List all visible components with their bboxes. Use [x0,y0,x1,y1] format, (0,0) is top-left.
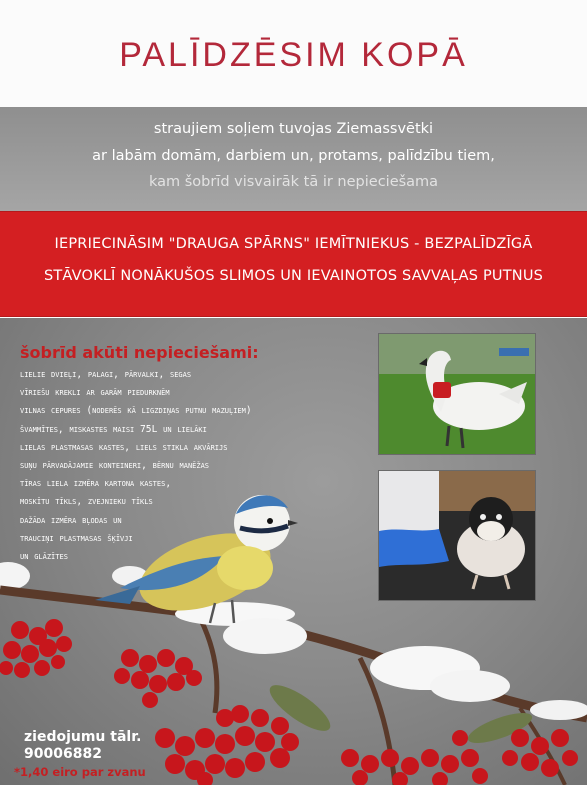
call-price-note: *1,40 eiro par zvanu [14,765,146,779]
list-item: švammītes, miskastes maisi 75L un lielāki [20,423,207,435]
swan-photo [378,333,536,455]
page-title: PALĪDZĒSIM KOPĀ [119,36,468,74]
donation-label: ziedojumu tālr. [24,729,142,745]
list-item: trauciņi plastmasas šķīvji [20,532,133,544]
intro-line-1: straujiem soļiem tuvojas Ziemassvētki [153,121,434,137]
header [0,0,587,107]
list-item: lielie dvieļi, palagi, pārvalki, segas [20,369,192,380]
intro-line-3: kam šobrīd visvairāk tā ir nepieciešama [148,174,439,190]
list-item: suņu pārvadājamie konteineri, bērnu manēžas [20,459,210,471]
needs-list [20,366,252,566]
list-item: un glāzītes [20,550,68,562]
headline-band [0,211,587,317]
small-bird-icon [379,471,536,601]
swan-icon [379,334,536,455]
list-item: tīras liela izmēra kartona kastes, [20,478,172,490]
donation-phone[interactable]: 90006882 [24,746,102,762]
small-bird-photo [378,470,536,601]
headline-line-2: STĀVOKLĪ NONĀKUŠOS SLIMOS UN IEVAINOTOS SAVVAĻAS PUTNUS [43,268,544,284]
list-item: moskītu tīkls, zvejnieku tīkls [20,496,153,508]
intro-line-2: ar labām domām, darbiem un, protams, palīdzību tiem, [92,148,495,164]
list-item: dažāda izmēra bļodas un [20,514,122,526]
needs-heading: šobrīd akūti nepieciešami: [20,343,259,362]
list-item: vilnas cepures (noderēs kā ligzdiņas putnu mazuļiem) [20,405,252,417]
headline-line-1: IEPRIECINĀSIM "DRAUGA SPĀRNS" IEMĪTNIEKUS - BEZPALĪDZĪGĀ [54,236,533,252]
list-item: lielas plastmasas kastes, liels stikla akvārijs [20,441,228,453]
list-item: vīriešu krekli ar garām piedurknēm [20,387,170,399]
